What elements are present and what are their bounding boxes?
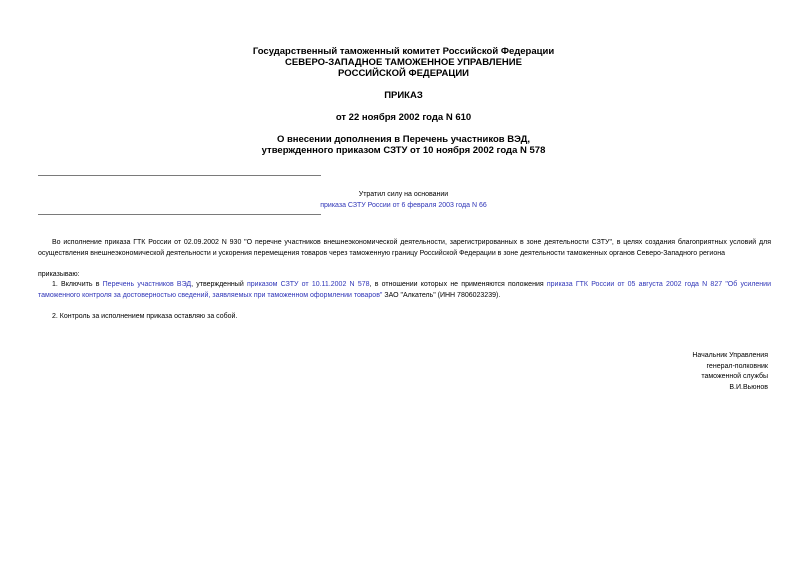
item-1-paragraph [38,280,771,301]
issuer-line: Государственный таможенный комитет Российской Федерации [252,46,555,57]
document-date-number: от 22 ноября 2002 года N 610 [335,112,472,123]
status-link[interactable]: приказа СЗТУ России от 6 февраля 2003 года N 66 [320,202,487,209]
document-subject-line2: утвержденного приказом СЗТУ от 10 ноября 2002 года N 578 [261,145,546,156]
item-1-mid2: , в отношении которых не применяются положения [369,281,547,288]
participants-list-link[interactable]: Перечень участников ВЭД [102,281,192,288]
document-type: ПРИКАЗ [384,90,423,101]
item-1-prefix: 1. Включить в [52,281,103,288]
signer-position: Начальник Управления [692,352,768,359]
divider-top [38,175,321,176]
document-body [38,238,771,322]
status-text: Утратил силу на основании [358,191,449,198]
document-subject-line1: О внесении дополнения в Перечень участников ВЭД, [276,134,531,145]
item-1-mid1: , утвержденный [191,281,247,288]
document-header [0,46,807,156]
signer-name: В.И.Вьюнов [729,383,768,391]
order-578-link[interactable]: приказом СЗТУ от 10.11.2002 N 578 [246,281,370,288]
status-note [0,189,807,211]
order-827-link[interactable]: приказа ГТК России от 05 августа 2002 года N 827 "Об усилении таможенного контроля за достоверностью сведений, заявляемых при таможенном оформлении товаров" [38,281,771,299]
issuer-country: РОССИЙСКОЙ ФЕДЕРАЦИИ [337,68,469,79]
order-word: приказываю: [38,270,80,278]
item-1-suffix: ЗАО "Алкатель" (ИНН 7806023239). [382,291,501,299]
issuer-department: СЕВЕРО-ЗАПАДНОЕ ТАМОЖЕННОЕ УПРАВЛЕНИЕ [285,57,522,68]
signer-rank: генерал-полковник [706,362,768,370]
intro-paragraph: Во исполнение приказа ГТК России от 02.09.2002 N 930 "О перечне участников внешнеэкономической деятельности, зарегистрированных в зоне деятельности СЗТУ", в целях создания благоприятных условий для осуществления внешнеэкономической деятельности и ускорения перемещения товаров через таможенную границу Российской Федерации в зоне деятельности таможенных органов Северо-Западного региона [38,239,771,257]
signature-block [692,351,768,393]
item-2-paragraph: 2. Контроль за исполнением приказа оставляю за собой. [52,312,238,320]
signer-service: таможенной службы [701,373,768,380]
divider-bottom [38,214,321,215]
